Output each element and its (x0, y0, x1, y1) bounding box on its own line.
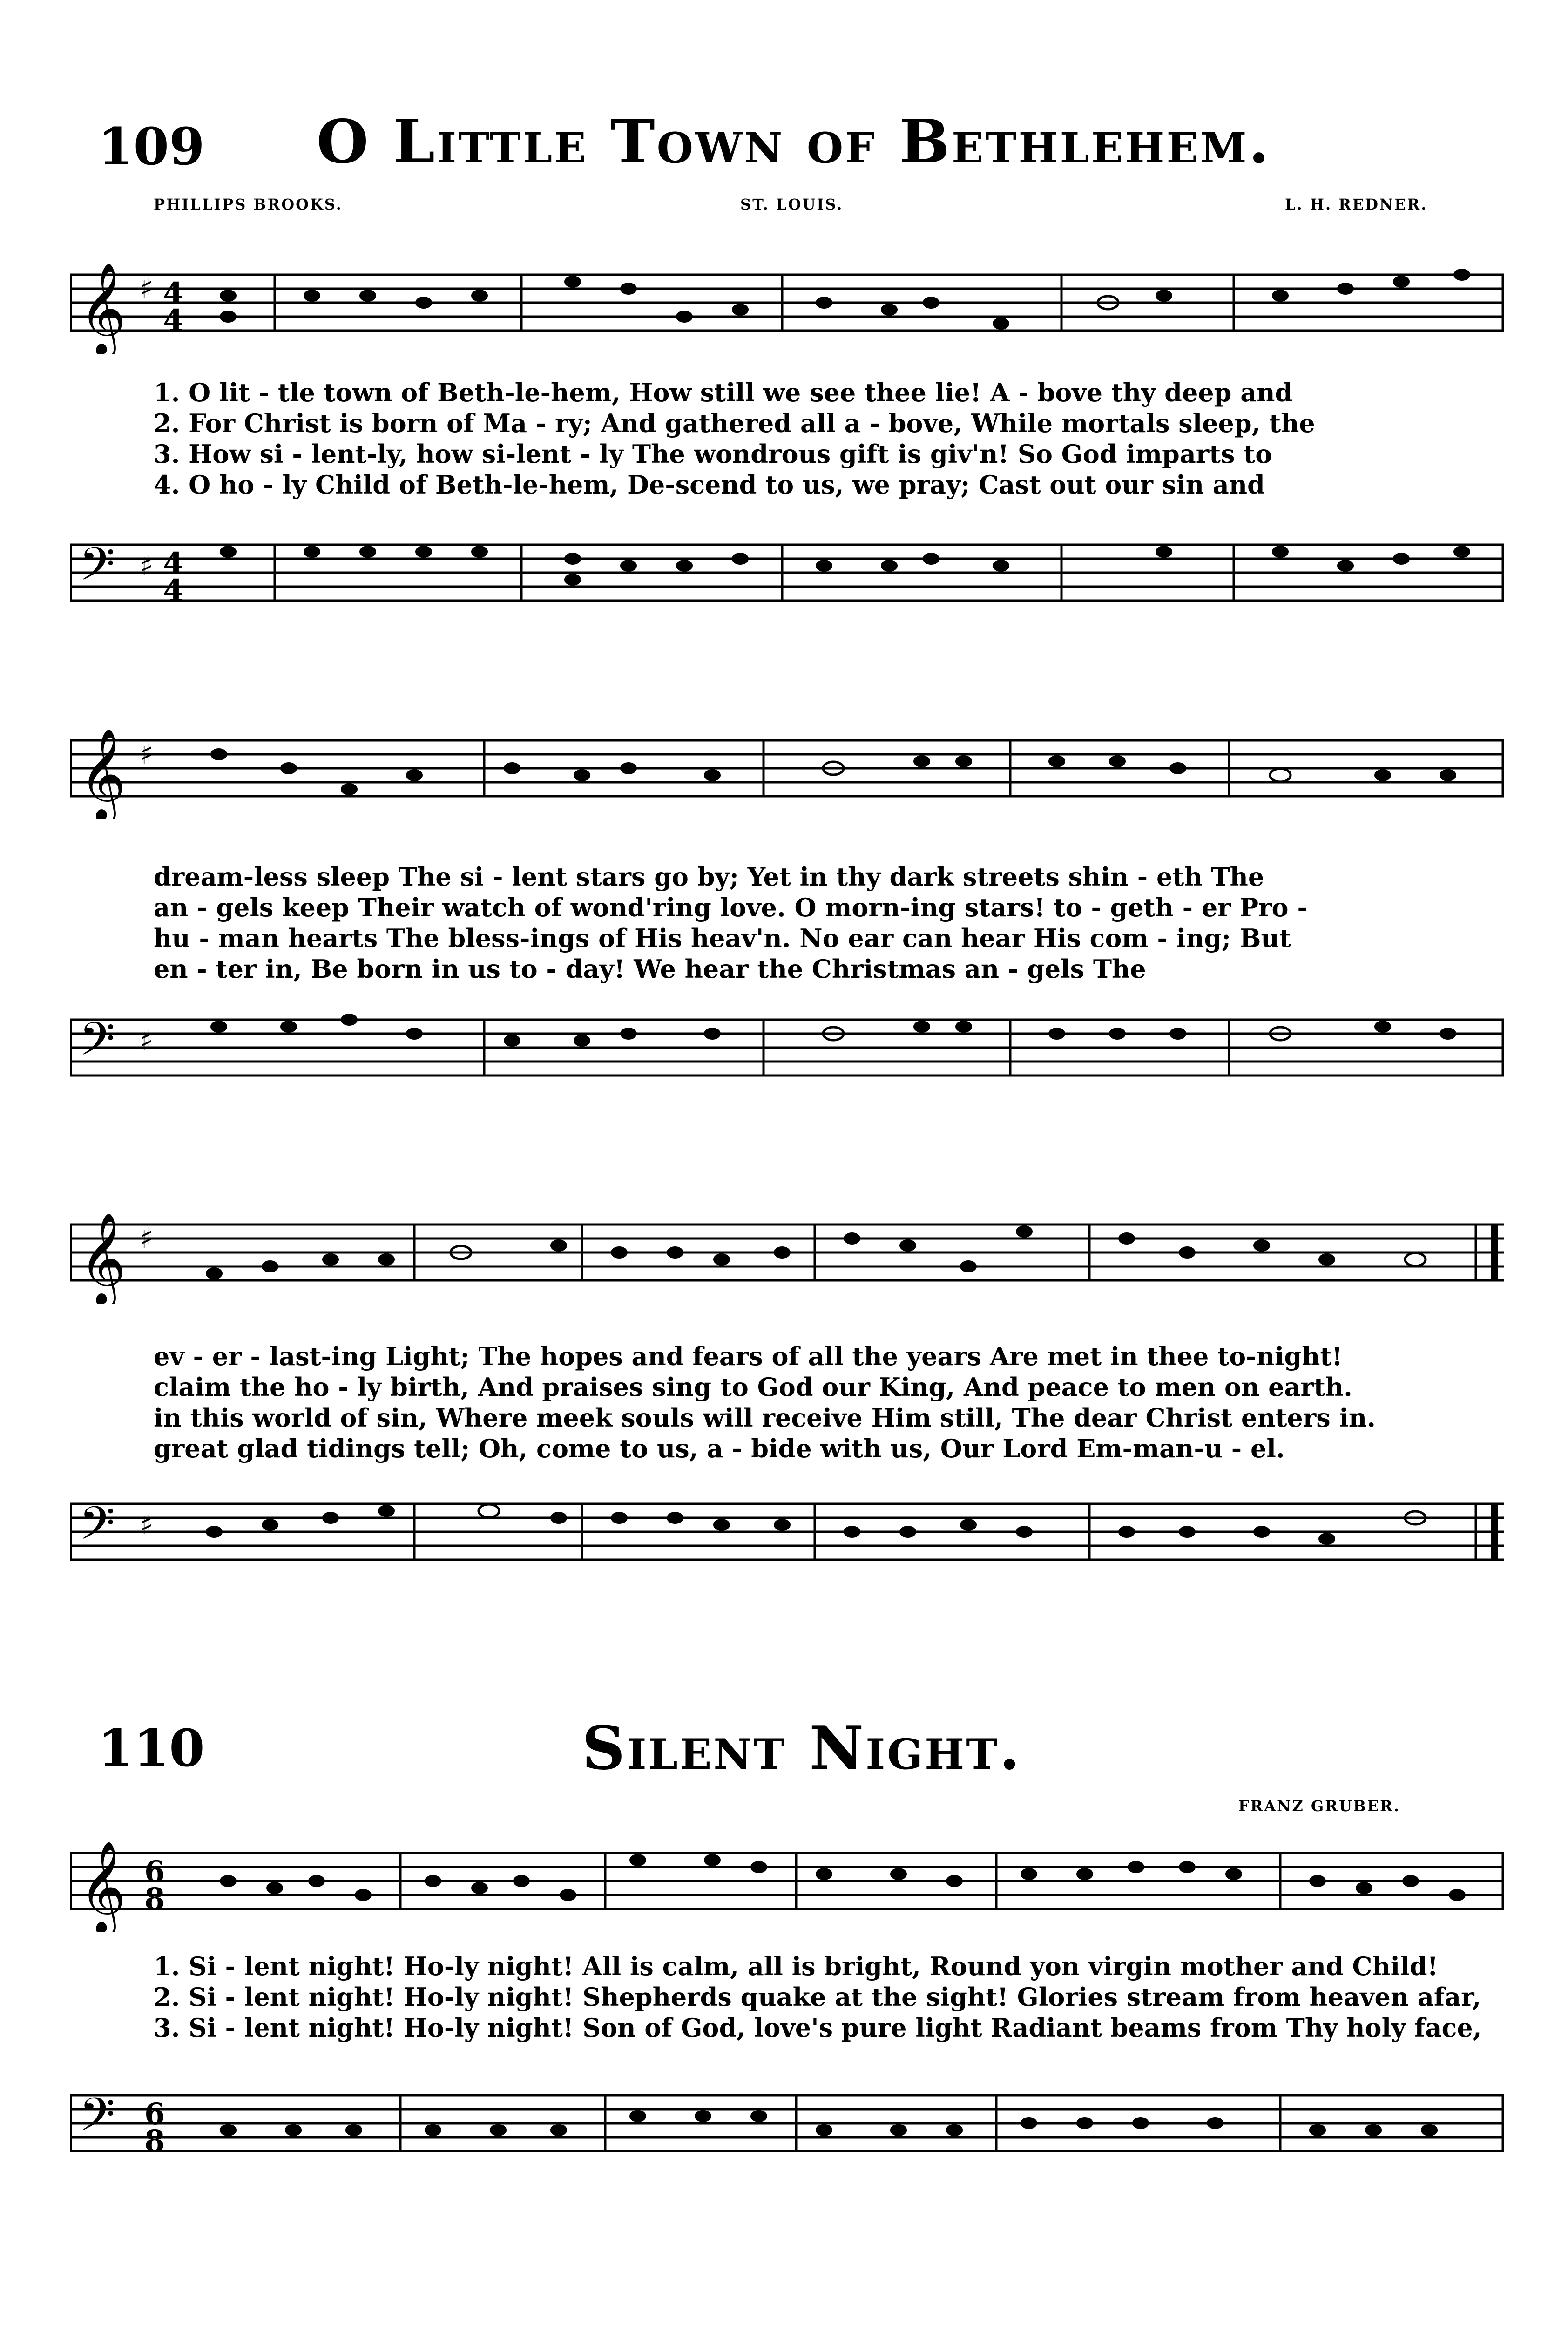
hymn-title: Silent Night. (582, 1713, 1022, 1783)
tune-name: ST. LOUIS. (740, 196, 844, 213)
music-system-1 (70, 242, 1504, 661)
composer-credit: FRANZ GRUBER. (1238, 1797, 1400, 1815)
svg-text:♯: ♯ (140, 1222, 154, 1255)
treble-staff (70, 261, 1504, 354)
verse-lyrics-silent-night (154, 1951, 1550, 2043)
lyric-line: 2. Si - lent night! Ho-ly night! Shepherds quake at the sight! Glories stream from heaven afar, (154, 1982, 1481, 2012)
author-credit: PHILLIPS BROOKS. (154, 196, 343, 213)
svg-text:𝄢: 𝄢 (79, 1497, 115, 1562)
svg-text:4: 4 (163, 276, 184, 311)
svg-text:𝄞: 𝄞 (79, 1212, 126, 1304)
treble-staff (70, 1211, 1504, 1304)
svg-text:♯: ♯ (140, 1024, 154, 1057)
svg-text:𝄞: 𝄞 (79, 728, 126, 819)
music-system-4 (70, 1820, 1504, 2286)
lyric-line: 4. O ho - ly Child of Beth-le-hem, De-scend to us, we pray; Cast out our sin and (154, 470, 1265, 500)
lyric-line: in this world of sin, Where meek souls will receive Him still, The dear Christ enters in. (154, 1403, 1376, 1433)
lyric-line: en - ter in, Be born in us to - day! We hear the Christmas an - gels The (154, 954, 1146, 984)
lyric-line: 2. For Christ is born of Ma - ry; And gathered all a - bove, While mortals sleep, the (154, 408, 1315, 438)
svg-text:4: 4 (163, 546, 184, 581)
verse-lyrics-system-1 (154, 377, 1550, 500)
bass-staff (70, 2081, 1504, 2174)
svg-text:𝄞: 𝄞 (79, 1841, 126, 1932)
bass-staff (70, 1006, 1504, 1099)
lyric-line: dream-less sleep The si - lent stars go by; Yet in thy dark streets shin - eth The (154, 862, 1264, 892)
verse-lyrics-system-3 (154, 1341, 1550, 1464)
treble-staff (70, 1839, 1504, 1932)
svg-text:8: 8 (144, 1881, 165, 1916)
verse-lyrics-system-2 (154, 861, 1550, 984)
music-system-3 (70, 1192, 1504, 1639)
svg-text:♯: ♯ (140, 738, 154, 771)
svg-text:♯: ♯ (140, 1509, 154, 1541)
svg-text:4: 4 (163, 573, 184, 608)
lyric-line: great glad tidings tell; Oh, come to us, a - bide with us, Our Lord Em-man-u - el. (154, 1434, 1285, 1463)
svg-text:𝄢: 𝄢 (79, 1013, 115, 1077)
music-system-2 (70, 708, 1504, 1127)
svg-text:8: 8 (144, 2124, 165, 2159)
lyric-line: hu - man hearts The bless-ings of His heav'n. No ear can hear His com - ing; But (154, 923, 1291, 953)
hymn-number: 109 (98, 116, 205, 176)
treble-staff (70, 726, 1504, 819)
svg-text:𝄢: 𝄢 (79, 538, 115, 602)
lyric-line: claim the ho - ly birth, And praises sing to God our King, And peace to men on earth. (154, 1372, 1352, 1402)
composer-credit: L. H. REDNER. (1285, 196, 1428, 213)
svg-text:♯: ♯ (140, 549, 154, 582)
hymn-title: O Little Town of Bethlehem. (317, 107, 1271, 177)
svg-text:4: 4 (163, 303, 184, 338)
svg-text:𝄢: 𝄢 (79, 2088, 115, 2153)
svg-text:6: 6 (144, 2097, 165, 2132)
bass-staff (70, 531, 1504, 624)
lyric-line: 3. How si - lent-ly, how si-lent - ly The wondrous gift is giv'n! So God imparts to (154, 439, 1272, 469)
bass-staff (70, 1490, 1504, 1583)
lyric-line: 1. Si - lent night! Ho-ly night! All is calm, all is bright, Round yon virgin mother and Child! (154, 1951, 1439, 1981)
lyric-line: 3. Si - lent night! Ho-ly night! Son of God, love's pure light Radiant beams from Thy holy face, (154, 2013, 1482, 2043)
hymn-number: 110 (98, 1718, 205, 1778)
svg-text:♯: ♯ (140, 272, 154, 305)
svg-text:𝄞: 𝄞 (79, 262, 126, 354)
lyric-line: an - gels keep Their watch of wond'ring love. O morn-ing stars! to - geth - er Pro - (154, 893, 1308, 922)
svg-text:6: 6 (144, 1854, 165, 1889)
lyric-line: 1. O lit - tle town of Beth-le-hem, How still we see thee lie! A - bove thy deep and (154, 378, 1293, 407)
lyric-line: ev - er - last-ing Light; The hopes and fears of all the years Are met in thee to-night! (154, 1341, 1343, 1371)
